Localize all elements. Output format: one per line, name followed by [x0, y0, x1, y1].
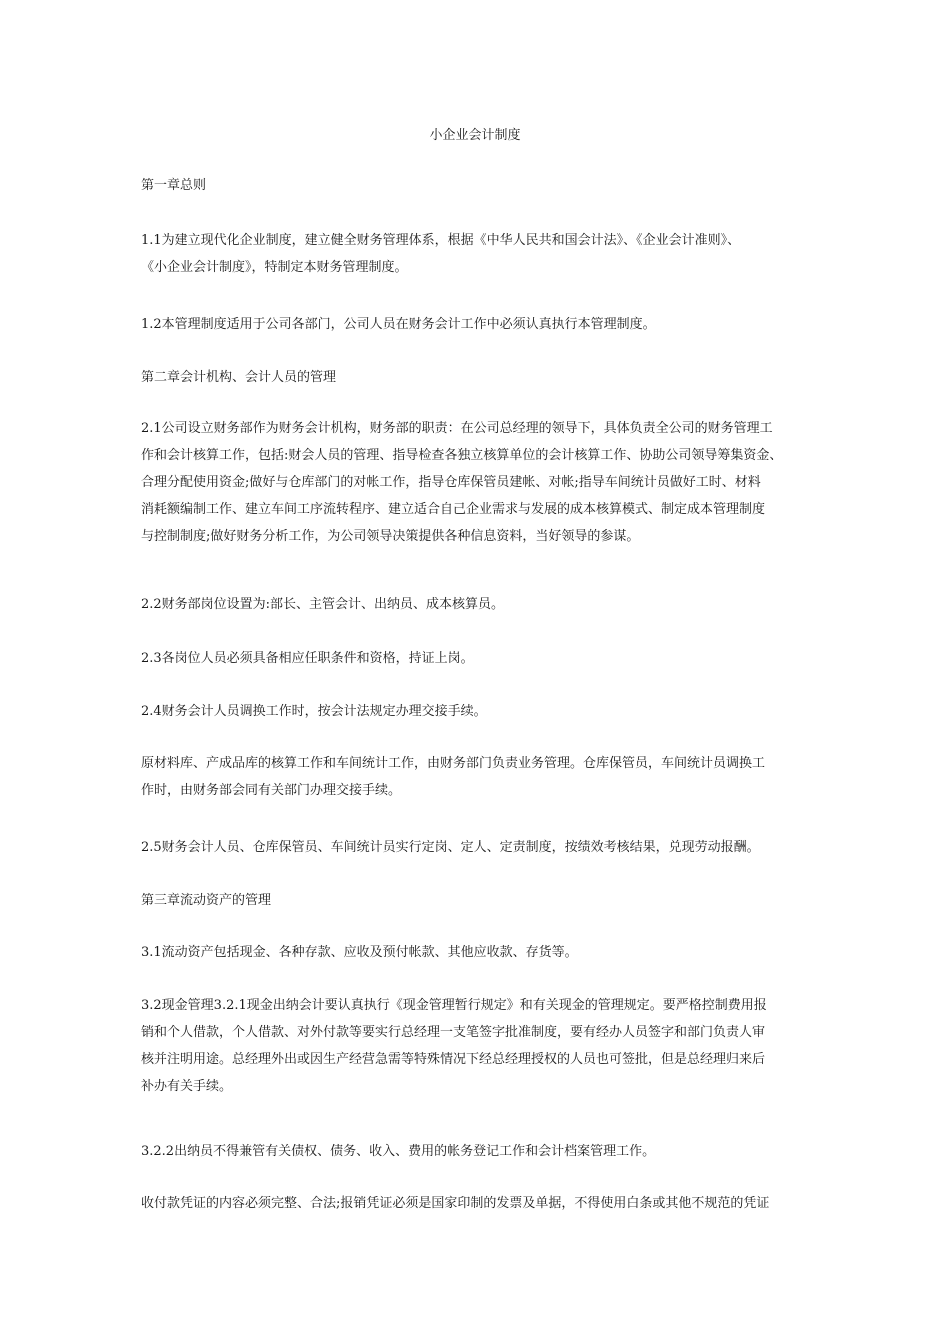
paragraph-3-1	[141, 939, 831, 966]
text-line: 第二章会计机构、会计人员的管理	[141, 370, 337, 385]
paragraph-2-3	[141, 645, 831, 672]
text-line: 第一章总则	[141, 178, 207, 193]
document-title: 小企业会计制度	[429, 128, 521, 143]
text-line: 收付款凭证的内容必须完整、合法;报销凭证必须是国家印制的发票及单据，不得使用白条或其他不规范的凭证	[141, 1196, 770, 1211]
paragraph-3-2-2	[141, 1138, 831, 1165]
text-line: 2.2财务部岗位设置为:部长、主管会计、出纳员、成本核算员。	[141, 597, 505, 612]
chapter-1-heading	[141, 172, 831, 199]
text-line: 核并注明用途。总经理外出或因生产经营急需等特殊情况下经总经理授权的人员也可签批，但是总经理归来后	[141, 1052, 766, 1067]
paragraph-2-2	[141, 591, 831, 618]
text-line: 3.2.2出纳员不得兼管有关债权、债务、收入、费用的帐务登记工作和会计档案管理工作。	[141, 1144, 656, 1159]
paragraph-2-4	[141, 698, 831, 725]
paragraph-vouchers	[141, 1190, 831, 1217]
paragraph-warehouse	[141, 750, 831, 804]
text-line: 2.5财务会计人员、仓库保管员、车间统计员实行定岗、定人、定责制度，按绩效考核结果，兑现劳动报酬。	[141, 840, 760, 855]
text-line: 原材料库、产成品库的核算工作和车间统计工作，由财务部门负责业务管理。仓库保管员，车间统计员调换工	[141, 756, 766, 771]
chapter-3-heading	[141, 887, 831, 914]
paragraph-2-1	[141, 415, 831, 550]
text-line: 1.2本管理制度适用于公司各部门，公司人员在财务会计工作中必须认真执行本管理制度。	[141, 317, 656, 332]
text-line: 2.1公司设立财务部作为财务会计机构，财务部的职责：在公司总经理的领导下，具体负责全公司的财务管理工	[141, 421, 773, 436]
paragraph-2-5	[141, 834, 831, 861]
text-line: 作时，由财务部会同有关部门办理交接手续。	[141, 783, 402, 798]
text-line: 消耗额编制工作、建立车间工序流转程序、建立适合自己企业需求与发展的成本核算模式、制定成本管理制度	[141, 502, 766, 517]
text-line: 与控制制度;做好财务分析工作，为公司领导决策提供各种信息资料，当好领导的参谋。	[141, 529, 640, 544]
text-line: 第三章流动资产的管理	[141, 893, 272, 908]
text-line: 《小企业会计制度》，特制定本财务管理制度。	[141, 260, 408, 275]
text-line: 作和会计核算工作，包括:财会人员的管理、指导检查各独立核算单位的会计核算工作、协助公司领导筹集资金、	[141, 448, 783, 463]
text-line: 3.1流动资产包括现金、各种存款、应收及预付帐款、其他应收款、存货等。	[141, 945, 578, 960]
text-line: 3.2现金管理3.2.1现金出纳会计要认真执行《现金管理暂行规定》和有关现金的管理规定。要严格控制费用报	[141, 998, 767, 1013]
paragraph-1-2	[141, 311, 831, 338]
text-line: 2.4财务会计人员调换工作时，按会计法规定办理交接手续。	[141, 704, 487, 719]
text-line: 补办有关手续。	[141, 1079, 233, 1094]
paragraph-3-2	[141, 992, 831, 1100]
text-line: 销和个人借款，个人借款、对外付款等要实行总经理一支笔签字批准制度，要有经办人员签字和部门负责人审	[141, 1025, 766, 1040]
paragraph-1-1	[141, 227, 831, 281]
text-line: 2.3各岗位人员必须具备相应任职条件和资格，持证上岗。	[141, 651, 474, 666]
text-line: 合理分配使用资金;做好与仓库部门的对帐工作，指导仓库保管员建帐、对帐;指导车间统计员做好工时、材料	[141, 475, 761, 490]
chapter-2-heading	[141, 364, 831, 391]
text-line: 1.1为建立现代化企业制度，建立健全财务管理体系，根据《中华人民共和国会计法》、《企业会计准则》、	[141, 233, 741, 248]
